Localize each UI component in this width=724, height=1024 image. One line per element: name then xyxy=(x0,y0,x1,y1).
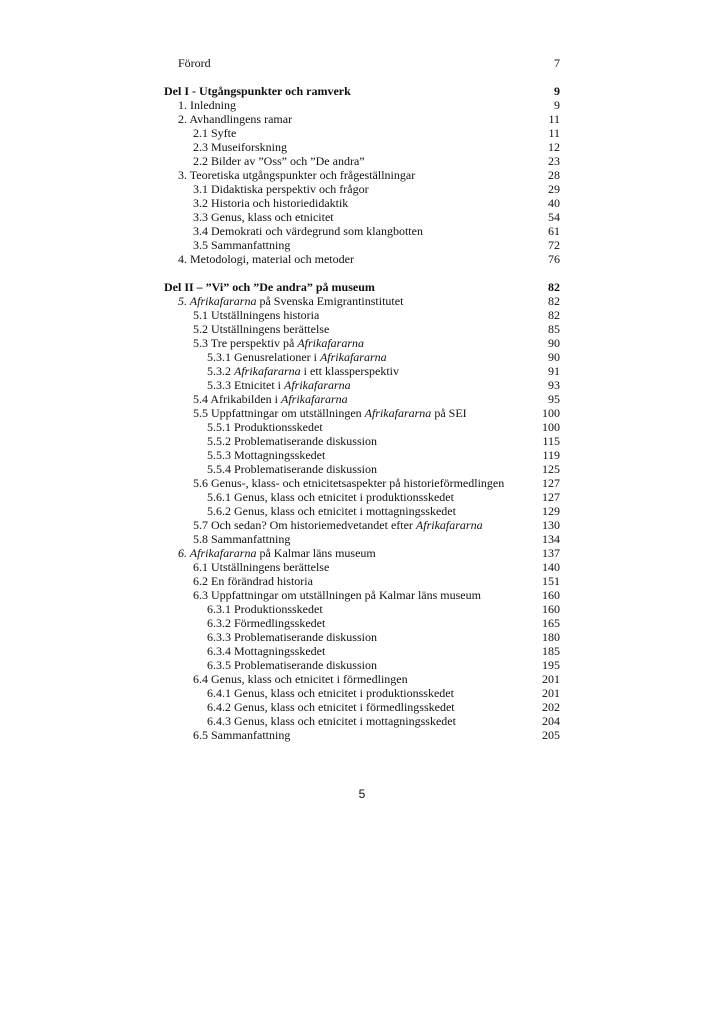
toc-entry-page: 76 xyxy=(548,252,560,266)
toc-title-italic: Afrikafararna xyxy=(297,336,364,350)
toc-entry[interactable] xyxy=(164,56,560,70)
toc-entry[interactable] xyxy=(164,644,560,658)
toc-entry[interactable] xyxy=(164,532,560,546)
toc-title-text: 5.3 Tre perspektiv på xyxy=(193,336,298,350)
toc-entry-page: 115 xyxy=(542,434,560,448)
toc-entry-page: 72 xyxy=(548,238,560,252)
toc-entry-page: 151 xyxy=(542,574,560,588)
toc-entry-page: 82 xyxy=(548,280,560,294)
toc-entry-page: 7 xyxy=(554,56,560,70)
toc-entry[interactable] xyxy=(164,238,560,252)
toc-entry[interactable] xyxy=(164,616,560,630)
toc-entry[interactable] xyxy=(164,420,560,434)
toc-entry-title: 5.1 Utställningens historia xyxy=(193,308,320,322)
toc-entry[interactable] xyxy=(164,98,560,112)
toc-title-text: 5.3.2 xyxy=(207,364,234,378)
toc-entry-title: 6.3.4 Mottagningsskedet xyxy=(207,644,326,658)
toc-entry-title xyxy=(164,364,399,378)
toc-entry-title xyxy=(164,546,376,560)
toc-entry-title: 2.1 Syfte xyxy=(193,126,237,140)
page-number: 5 xyxy=(358,787,366,801)
toc-entry-title: 2.2 Bilder av ”Oss” och ”De andra” xyxy=(193,154,365,168)
toc-entry-title: 3.1 Didaktiska perspektiv och frågor xyxy=(193,182,369,196)
toc-entry[interactable] xyxy=(164,672,560,686)
toc-entry-page: 201 xyxy=(542,672,560,686)
toc-entry-title: 2. Avhandlingens ramar xyxy=(178,112,293,126)
toc-entry-title: 6.4 Genus, klass och etnicitet i förmedlingen xyxy=(193,672,408,686)
toc-entry[interactable] xyxy=(164,294,560,308)
toc-entry-title: 5.5.2 Problematiserande diskussion xyxy=(207,434,377,448)
toc-entry[interactable] xyxy=(164,378,560,392)
toc-entry[interactable] xyxy=(164,518,560,532)
toc-entry-page: 100 xyxy=(542,406,560,420)
table-of-contents xyxy=(164,56,560,742)
toc-entry[interactable] xyxy=(164,196,560,210)
toc-entry-title: Del II – ”Vi” och ”De andra” på museum xyxy=(164,280,375,294)
toc-entry-title: 3.5 Sammanfattning xyxy=(193,238,291,252)
toc-entry[interactable] xyxy=(164,336,560,350)
toc-title-italic: Afrikafararna xyxy=(364,406,432,420)
toc-entry-page: 82 xyxy=(548,308,560,322)
toc-entry-title: 6.4.1 Genus, klass och etnicitet i produktionsskedet xyxy=(207,686,454,700)
toc-title-text: 5.4 Afrikabilden i xyxy=(193,392,281,406)
toc-entry-page: 185 xyxy=(542,644,560,658)
toc-entry-page: 40 xyxy=(548,196,560,210)
toc-entry-title xyxy=(164,350,387,364)
toc-entry[interactable] xyxy=(164,490,560,504)
toc-entry-page: 11 xyxy=(548,126,560,140)
toc-entry-title xyxy=(164,518,483,532)
toc-entry-page: 137 xyxy=(542,546,560,560)
toc-title-text: 5.3.3 Etnicitet i xyxy=(207,378,284,392)
toc-entry-page: 90 xyxy=(548,336,560,350)
toc-entry-page: 127 xyxy=(542,490,560,504)
toc-entry-title: 5.2 Utställningens berättelse xyxy=(193,322,330,336)
toc-entry[interactable] xyxy=(164,588,560,602)
toc-entry-page: 204 xyxy=(542,714,560,728)
toc-entry[interactable] xyxy=(164,392,560,406)
toc-entry[interactable] xyxy=(164,602,560,616)
toc-part-heading[interactable] xyxy=(164,280,560,294)
toc-entry-page: 90 xyxy=(548,350,560,364)
toc-entry-page: 129 xyxy=(542,504,560,518)
toc-entry-page: 165 xyxy=(542,616,560,630)
toc-entry-title: 6.4.2 Genus, klass och etnicitet i förmedlingsskedet xyxy=(207,700,455,714)
toc-entry[interactable] xyxy=(164,322,560,336)
toc-spacer xyxy=(164,70,560,84)
toc-entry-page: 23 xyxy=(548,154,560,168)
toc-entry-page: 29 xyxy=(548,182,560,196)
toc-entry-title xyxy=(164,336,364,350)
toc-entry-title: 6.3 Uppfattningar om utställningen på Kalmar läns museum xyxy=(193,588,481,602)
toc-entry-page: 12 xyxy=(548,140,560,154)
toc-entry-page: 11 xyxy=(548,112,560,126)
toc-entry-page: 201 xyxy=(542,686,560,700)
toc-entry[interactable] xyxy=(164,476,560,490)
toc-entry[interactable] xyxy=(164,686,560,700)
toc-entry-title xyxy=(164,378,351,392)
toc-entry[interactable] xyxy=(164,364,560,378)
toc-entry-page: 61 xyxy=(548,224,560,238)
toc-entry[interactable] xyxy=(164,350,560,364)
toc-entry-title: 6.3.3 Problematiserande diskussion xyxy=(207,630,377,644)
toc-entry-title: 1. Inledning xyxy=(178,98,236,112)
toc-title-italic: Afrikafararna xyxy=(280,392,348,406)
toc-title-italic: Afrikafararna xyxy=(234,364,301,378)
toc-entry[interactable] xyxy=(164,126,560,140)
toc-entry[interactable] xyxy=(164,406,560,420)
toc-title-text: på Svenska Emigrantinstitutet xyxy=(256,294,404,308)
toc-title-italic: Afrikafararna xyxy=(415,518,483,532)
toc-entry-title: 5.5.3 Mottagningsskedet xyxy=(207,448,326,462)
toc-entry[interactable] xyxy=(164,560,560,574)
toc-entry[interactable] xyxy=(164,434,560,448)
toc-title-italic: 6. Afrikafararna xyxy=(178,546,257,560)
toc-entry-title: 5.6.2 Genus, klass och etnicitet i mottagningsskedet xyxy=(207,504,456,518)
toc-entry[interactable] xyxy=(164,574,560,588)
toc-entry-page: 160 xyxy=(542,602,560,616)
toc-entry-page: 95 xyxy=(548,392,560,406)
toc-entry-title: 6.5 Sammanfattning xyxy=(193,728,291,742)
toc-entry[interactable] xyxy=(164,154,560,168)
toc-entry[interactable] xyxy=(164,630,560,644)
toc-entry-title: 5.6 Genus-, klass- och etnicitetsaspekter på historieförmedlingen xyxy=(193,476,505,490)
toc-entry-title: 5.5.4 Problematiserande diskussion xyxy=(207,462,377,476)
toc-entry[interactable] xyxy=(164,252,560,266)
toc-entry-title: 3.3 Genus, klass och etnicitet xyxy=(193,210,334,224)
toc-entry-title xyxy=(164,392,348,406)
toc-entry-title: 6.3.2 Förmedlingsskedet xyxy=(207,616,326,630)
toc-title-italic: Afrikafararna xyxy=(284,378,351,392)
toc-title-text: 5.3.1 Genusrelationer i xyxy=(207,350,320,364)
toc-entry-title: Del I - Utgångspunkter och ramverk xyxy=(164,84,351,98)
toc-entry-page: 82 xyxy=(548,294,560,308)
toc-entry-page: 100 xyxy=(542,420,560,434)
toc-entry-page: 134 xyxy=(542,532,560,546)
toc-entry-title xyxy=(164,294,403,308)
toc-title-text: 5.5 Uppfattningar om utställningen xyxy=(193,406,365,420)
toc-entry-title: 6.1 Utställningens berättelse xyxy=(193,560,330,574)
toc-entry-page: 202 xyxy=(542,700,560,714)
toc-entry-title: 4. Metodologi, material och metoder xyxy=(178,252,354,266)
toc-entry-title: 6.4.3 Genus, klass och etnicitet i mottagningsskedet xyxy=(207,714,456,728)
toc-entry-title: Förord xyxy=(178,56,211,70)
toc-entry-page: 91 xyxy=(548,364,560,378)
toc-title-italic: 5. Afrikafararna xyxy=(178,294,257,308)
toc-entry-page: 130 xyxy=(542,518,560,532)
toc-entry[interactable] xyxy=(164,546,560,560)
toc-entry-page: 85 xyxy=(548,322,560,336)
toc-entry[interactable] xyxy=(164,182,560,196)
toc-title-text: på SEI xyxy=(431,406,467,420)
toc-entry-title: 6.3.5 Problematiserande diskussion xyxy=(207,658,377,672)
toc-entry-page: 195 xyxy=(542,658,560,672)
toc-entry-title: 6.3.1 Produktionsskedet xyxy=(207,602,323,616)
toc-entry-title: 3. Teoretiska utgångspunkter och frågeställningar xyxy=(178,168,416,182)
toc-entry[interactable] xyxy=(164,714,560,728)
toc-entry-title xyxy=(164,406,467,420)
toc-entry-title: 3.4 Demokrati och värdegrund som klangbotten xyxy=(193,224,423,238)
toc-entry-page: 119 xyxy=(542,448,560,462)
toc-entry-page: 54 xyxy=(548,210,560,224)
toc-entry-title: 5.8 Sammanfattning xyxy=(193,532,291,546)
toc-entry-title: 5.6.1 Genus, klass och etnicitet i produktionsskedet xyxy=(207,490,454,504)
toc-entry-page: 180 xyxy=(542,630,560,644)
toc-part-heading[interactable] xyxy=(164,84,560,98)
toc-entry[interactable] xyxy=(164,112,560,126)
toc-entry[interactable] xyxy=(164,168,560,182)
toc-entry[interactable] xyxy=(164,140,560,154)
toc-entry-page: 28 xyxy=(548,168,560,182)
toc-entry-title: 3.2 Historia och historiedidaktik xyxy=(193,196,349,210)
toc-spacer xyxy=(164,266,560,280)
toc-entry-page: 9 xyxy=(554,98,560,112)
toc-entry[interactable] xyxy=(164,308,560,322)
toc-title-italic: Afrikafararna xyxy=(319,350,387,364)
toc-entry-page: 125 xyxy=(542,462,560,476)
toc-entry[interactable] xyxy=(164,210,560,224)
toc-entry-page: 127 xyxy=(542,476,560,490)
toc-title-text: på Kalmar läns museum xyxy=(256,546,376,560)
toc-entry-page: 140 xyxy=(542,560,560,574)
toc-entry[interactable] xyxy=(164,728,560,742)
toc-entry-page: 205 xyxy=(542,728,560,742)
toc-entry[interactable] xyxy=(164,224,560,238)
toc-entry[interactable] xyxy=(164,504,560,518)
toc-title-text: i ett klassperspektiv xyxy=(300,364,399,378)
toc-entry-page: 9 xyxy=(554,84,560,98)
toc-entry[interactable] xyxy=(164,700,560,714)
toc-entry-page: 93 xyxy=(548,378,560,392)
toc-title-text: 5.7 Och sedan? Om historiemedvetandet efter xyxy=(193,518,416,532)
toc-entry-title: 5.5.1 Produktionsskedet xyxy=(207,420,323,434)
toc-entry-title: 6.2 En förändrad historia xyxy=(193,574,313,588)
toc-entry-page: 160 xyxy=(542,588,560,602)
toc-entry-title: 2.3 Museiforskning xyxy=(193,140,287,154)
toc-entry[interactable] xyxy=(164,462,560,476)
toc-entry[interactable] xyxy=(164,448,560,462)
toc-entry[interactable] xyxy=(164,658,560,672)
